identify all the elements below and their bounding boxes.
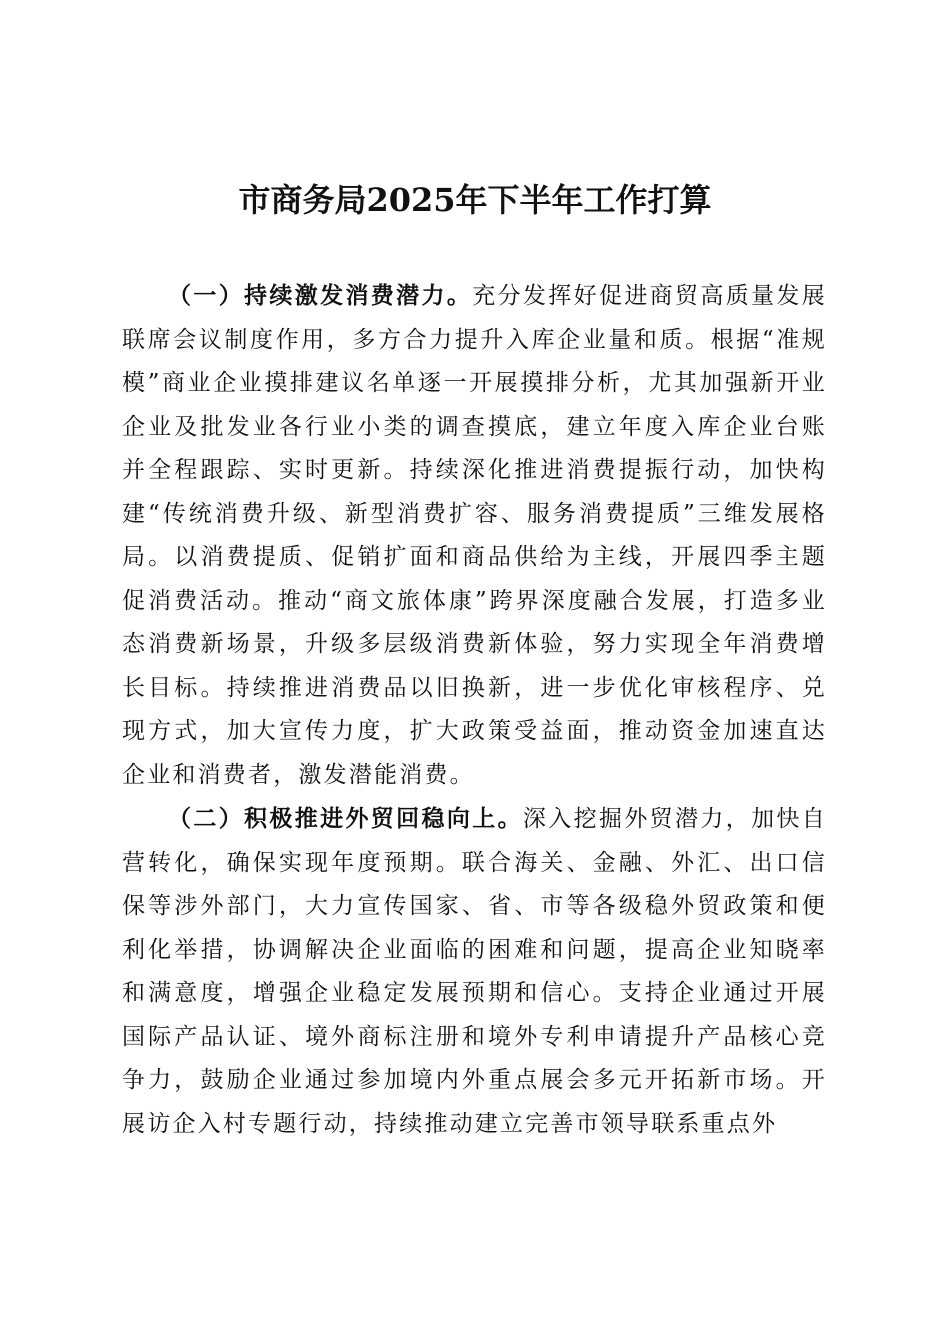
paragraph-text: 充分发挥好促进商贸高质量发展联席会议制度作用，多方合力提升入库企业量和质。根据“准规模”商业企业摸排建议名单逐一开展摸排分析，尤其加强新开业企业及批发业各行业小类的调查摸底，建立年度入库企业台账并全程跟踪、实时更新。持续深化推进消费提振行动，加快构建“传统消费升级、新型消费扩容、服务消费提质”三维发展格局。以消费提质、促销扩面和商品供给为主线，开展四季主题促消费活动。推动“商文旅体康”跨界深度融合发展，打造多业态消费新场景，升级多层级消费新体验，努力实现全年消费增长目标。持续推进消费品以旧换新，进一步优化审核程序、兑现方式，加大宣传力度，扩大政策受益面，推动资金加速直达企业和消费者，激发潜能消费。: [122, 283, 827, 788]
paragraph-consumption: [122, 274, 827, 797]
paragraph-heading: （一）持续激发消费潜力。: [168, 282, 473, 309]
paragraph-heading: （二）积极推进外贸回稳向上。: [168, 805, 523, 832]
paragraph-text: 深入挖掘外贸潜力，加快自营转化，确保实现年度预期。联合海关、金融、外汇、出口信保等涉外部门，大力宣传国家、省、市等各级稳外贸政策和便利化举措，协调解决企业面临的困难和问题，提高企业知晓率和满意度，增强企业稳定发展预期和信心。支持企业通过开展国际产品认证、境外商标注册和境外专利申请提升产品核心竞争力，鼓励企业通过参加境内外重点展会多元开拓新市场。开展访企入村专题行动，持续推动建立完善市领导联系重点外: [122, 806, 827, 1137]
document-title: 市商务局2025年下半年工作打算: [238, 181, 712, 219]
document-body: [122, 274, 827, 1146]
paragraph-foreign-trade: [122, 797, 827, 1146]
